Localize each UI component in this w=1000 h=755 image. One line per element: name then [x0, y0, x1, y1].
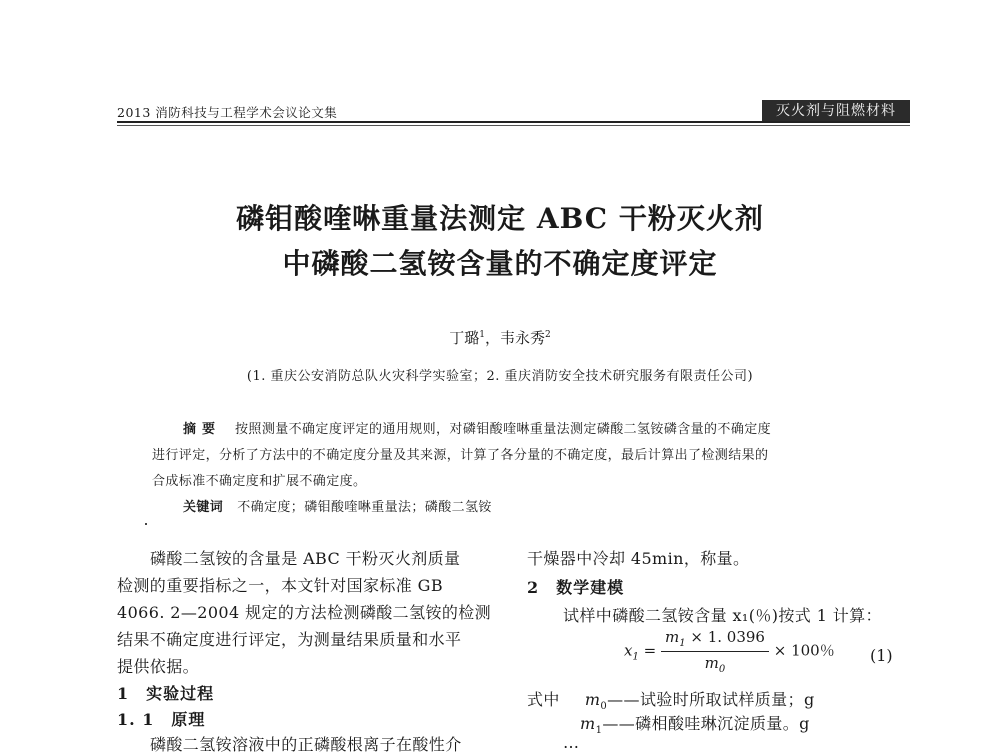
- running-header-left: 2013 消防科技与工程学术会议论文集: [117, 105, 338, 120]
- author-2: 韦永秀: [500, 329, 546, 347]
- paper-title-line-2: 中磷酸二氢铵含量的不确定度评定: [282, 247, 718, 280]
- where-2-sub: 1: [595, 725, 603, 737]
- cut-off-line-right: …: [563, 733, 580, 752]
- eq-den-sub: 0: [718, 664, 726, 675]
- abstract-line-1: [183, 418, 771, 437]
- eq-numerator: [661, 628, 769, 652]
- intro-line-4: 结果不确定度进行评定，为测量结果质量和水平: [117, 630, 462, 649]
- author-1: 丁璐: [449, 329, 480, 347]
- abstract-line-2: 进行评定，分析了方法中的不确定度分量及其来源，计算了各分量的不确定度，最后计算出了检测结果的: [152, 448, 769, 463]
- paper-title-line-1: 磷钼酸喹啉重量法测定 ABC 干粉灭火剂: [236, 202, 764, 235]
- author-list: [0, 327, 1000, 348]
- equation-number: (1): [870, 646, 893, 665]
- where-line-1: [527, 687, 815, 712]
- header-rule-thin: [117, 125, 910, 126]
- eq-fraction: [661, 628, 769, 675]
- equation-1: [624, 628, 835, 675]
- eq-den-var: m: [704, 654, 719, 672]
- eq-num-sub: 1: [679, 638, 686, 649]
- scan-speck: [145, 523, 147, 525]
- where-1-var: m: [584, 690, 601, 709]
- affiliations: (1. 重庆公安消防总队火灾科学实验室；2. 重庆消防安全技术研究服务有限责任公司): [246, 369, 754, 384]
- eq-num-var: m: [664, 628, 680, 646]
- header-rule: [117, 121, 910, 123]
- intro-line-3: 4066. 2—2004 规定的方法检测磷酸二氢铵的检测: [117, 603, 492, 622]
- abstract-line-3: 合成标准不确定度和扩展不确定度。: [152, 474, 367, 489]
- eq-lhs-var: x: [624, 641, 633, 660]
- eq-num-rest: × 1. 0396: [690, 628, 765, 646]
- right-line-1: 干燥器中冷却 45min，称量。: [527, 549, 750, 568]
- keywords-line: [183, 496, 492, 515]
- where-line-2: [580, 711, 810, 736]
- eq-equals: =: [643, 641, 657, 660]
- keywords-label: 关键词: [183, 500, 224, 515]
- running-header-section-tag: 灭火剂与阻燃材料: [762, 100, 910, 122]
- abstract-label: 摘要: [183, 422, 222, 437]
- section-1-1-heading: 1. 1 原理: [117, 710, 206, 729]
- eq-lhs-sub: 1: [632, 651, 639, 663]
- section-2-heading: 2 数学建模: [527, 578, 625, 597]
- intro-line-5: 提供依据。: [117, 657, 200, 676]
- where-2-text: ——磷相酸哇琳沉淀质量。g: [602, 714, 810, 733]
- where-1-text: ——试验时所取试样质量；g: [607, 690, 815, 709]
- cut-off-line-left: 磷酸二氢铵溶液中的正磷酸根离子在酸性介: [150, 735, 462, 754]
- author-2-affil: 2: [545, 330, 551, 340]
- formula-intro: 试样中磷酸二氢铵含量 x₁(％)按式 1 计算：: [563, 606, 882, 625]
- where-1-sub: 0: [600, 701, 608, 713]
- section-1-heading: 1 实验过程: [117, 684, 215, 703]
- author-separator: ，: [484, 329, 500, 347]
- where-label: 式中: [527, 690, 560, 709]
- intro-line-1: 磷酸二氢铵的含量是 ABC 干粉灭火剂质量: [150, 549, 461, 568]
- author-1-affil: 1: [479, 330, 485, 340]
- abstract-text-1: 按照测量不确定度评定的通用规则，对磷钼酸喹啉重量法测定磷酸二氢铵磷含量的不确定度: [235, 422, 772, 437]
- eq-tail: × 100％: [773, 641, 835, 660]
- where-2-var: m: [580, 714, 596, 733]
- eq-denominator: [661, 652, 769, 675]
- keywords-text: 不确定度；磷钼酸喹啉重量法；磷酸二氢铵: [237, 500, 492, 515]
- intro-line-2: 检测的重要指标之一，本文针对国家标准 GB: [117, 576, 444, 595]
